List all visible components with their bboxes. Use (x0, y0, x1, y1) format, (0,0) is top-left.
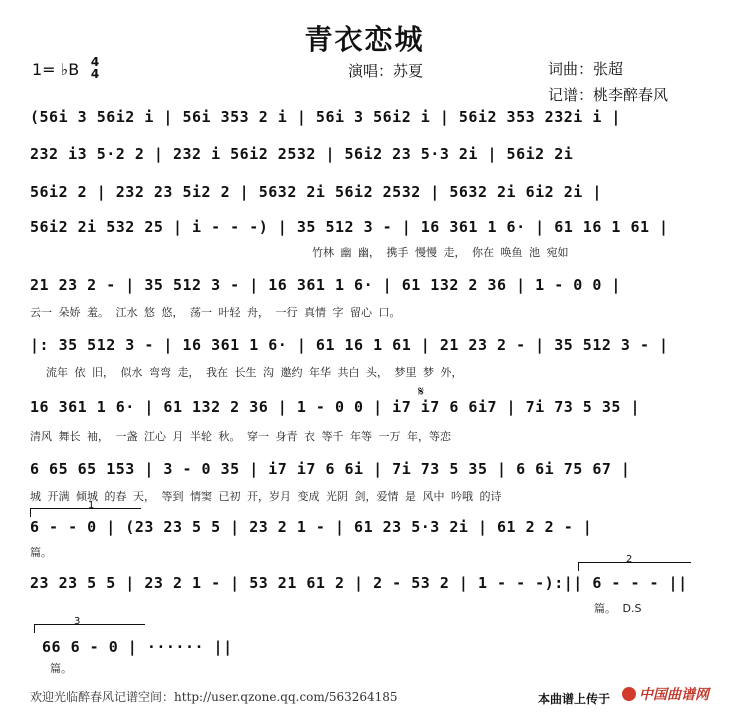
score-line-6: |: 35 512 3 - | 16 361 1 6· | 61 16 1 61 | 21 23 2 - | 35 512 3 - | (30, 336, 669, 354)
lyric-line-5: 云一 朵娇 羞。 江水 悠 悠， 荡一 叶轻 舟， 一行 真情 字 留心 口。 (30, 306, 401, 319)
time-signature-top: 4 (90, 55, 100, 69)
score-line-4: 56i2 2i 532 25 | i - - -) | 35 512 3 - | 16 361 1 6· | 61 16 1 61 | (30, 218, 669, 236)
lyricist: 词曲：张超 (548, 60, 624, 78)
volta-number-2: 2 (626, 554, 633, 565)
segno-sign: 𝄋 (418, 384, 425, 400)
lyric-line-11: 篇。 (50, 662, 72, 675)
volta-bracket-3 (34, 624, 145, 633)
volta-bracket-1 (30, 508, 141, 517)
lyric-line-6: 流年 依 旧， 似水 弯弯 走， 我在 长生 沟 邀约 年华 共白 头， 梦里 梦 外， (46, 366, 463, 379)
site-logo (622, 684, 709, 704)
site-logo-text: 中国曲谱网 (639, 687, 709, 703)
lyric-line-10: 篇。 D.S (594, 602, 642, 615)
score-line-5: 21 23 2 - | 35 512 3 - | 16 361 1 6· | 61 132 2 36 | 1 - 0 0 | (30, 276, 621, 294)
lyric-line-7: 清风 舞长 袖， 一盏 江心 月 半轮 秋。 穿一 身青 衣 等千 年等 一万 年，等恋 (30, 430, 451, 443)
lyric-line-8: 城 开满 倾城 的春 天， 等到 情窦 已初 开，岁月 变成 光阴 剑，爱情 是 风中 吟哦 的诗 (30, 490, 502, 503)
score-line-10: 23 23 5 5 | 23 2 1 - | 53 21 61 2 | 2 - 53 2 | 1 - - -):|| 6 - - - || (30, 574, 688, 592)
score-line-7: 16 361 1 6· | 61 132 2 36 | 1 - 0 0 | i7 i7 6 6i7 | 7i 73 5 35 | (30, 398, 640, 416)
score-line-8: 6 65 65 153 | 3 - 0 35 | i7 i7 6 6i | 7i 73 5 35 | 6 6i 75 67 | (30, 460, 631, 478)
time-signature (88, 56, 102, 80)
volta-number-3: 3 (74, 616, 81, 627)
score-line-1: (56i 3 56i2 i | 56i 353 2 i | 56i 3 56i2 i | 56i2 353 232i i | (30, 108, 621, 126)
site-logo-icon (622, 687, 636, 701)
page-title: 青衣恋城 (304, 23, 425, 56)
score-line-3: 56i2 2 | 232 23 5i2 2 | 5632 2i 56i2 2532 | 5632 2i 6i2 2i | (30, 183, 602, 201)
lyric-line-4: 竹林 幽 幽， 携手 慢慢 走， 你在 唤鱼 池 宛如 (312, 246, 569, 259)
score-line-9: 6 - - 0 | (23 23 5 5 | 23 2 1 - | 61 23 5·3 2i | 61 2 2 - | (30, 518, 593, 536)
key-signature: 1= ♭B (32, 60, 80, 79)
footer-link-text: 欢迎光临醉春风记谱空间：http://user.qzone.qq.com/563264185 (30, 690, 398, 704)
notator: 记谱：桃李醉春风 (548, 86, 669, 104)
upload-note: 本曲谱上传于 (538, 692, 611, 706)
lyric-line-9: 篇。 (30, 546, 52, 559)
volta-bracket-2 (578, 562, 691, 571)
score-line-11: 66 6 - 0 | ······ || (42, 638, 233, 656)
singer: 演唱：苏夏 (348, 62, 424, 80)
score-line-2: 232 i3 5·2 2 | 232 i 56i2 2532 | 56i2 23 5·3 2i | 56i2 2i (30, 145, 574, 163)
volta-number-1: 1 (88, 500, 95, 511)
time-signature-bottom: 4 (90, 67, 100, 81)
